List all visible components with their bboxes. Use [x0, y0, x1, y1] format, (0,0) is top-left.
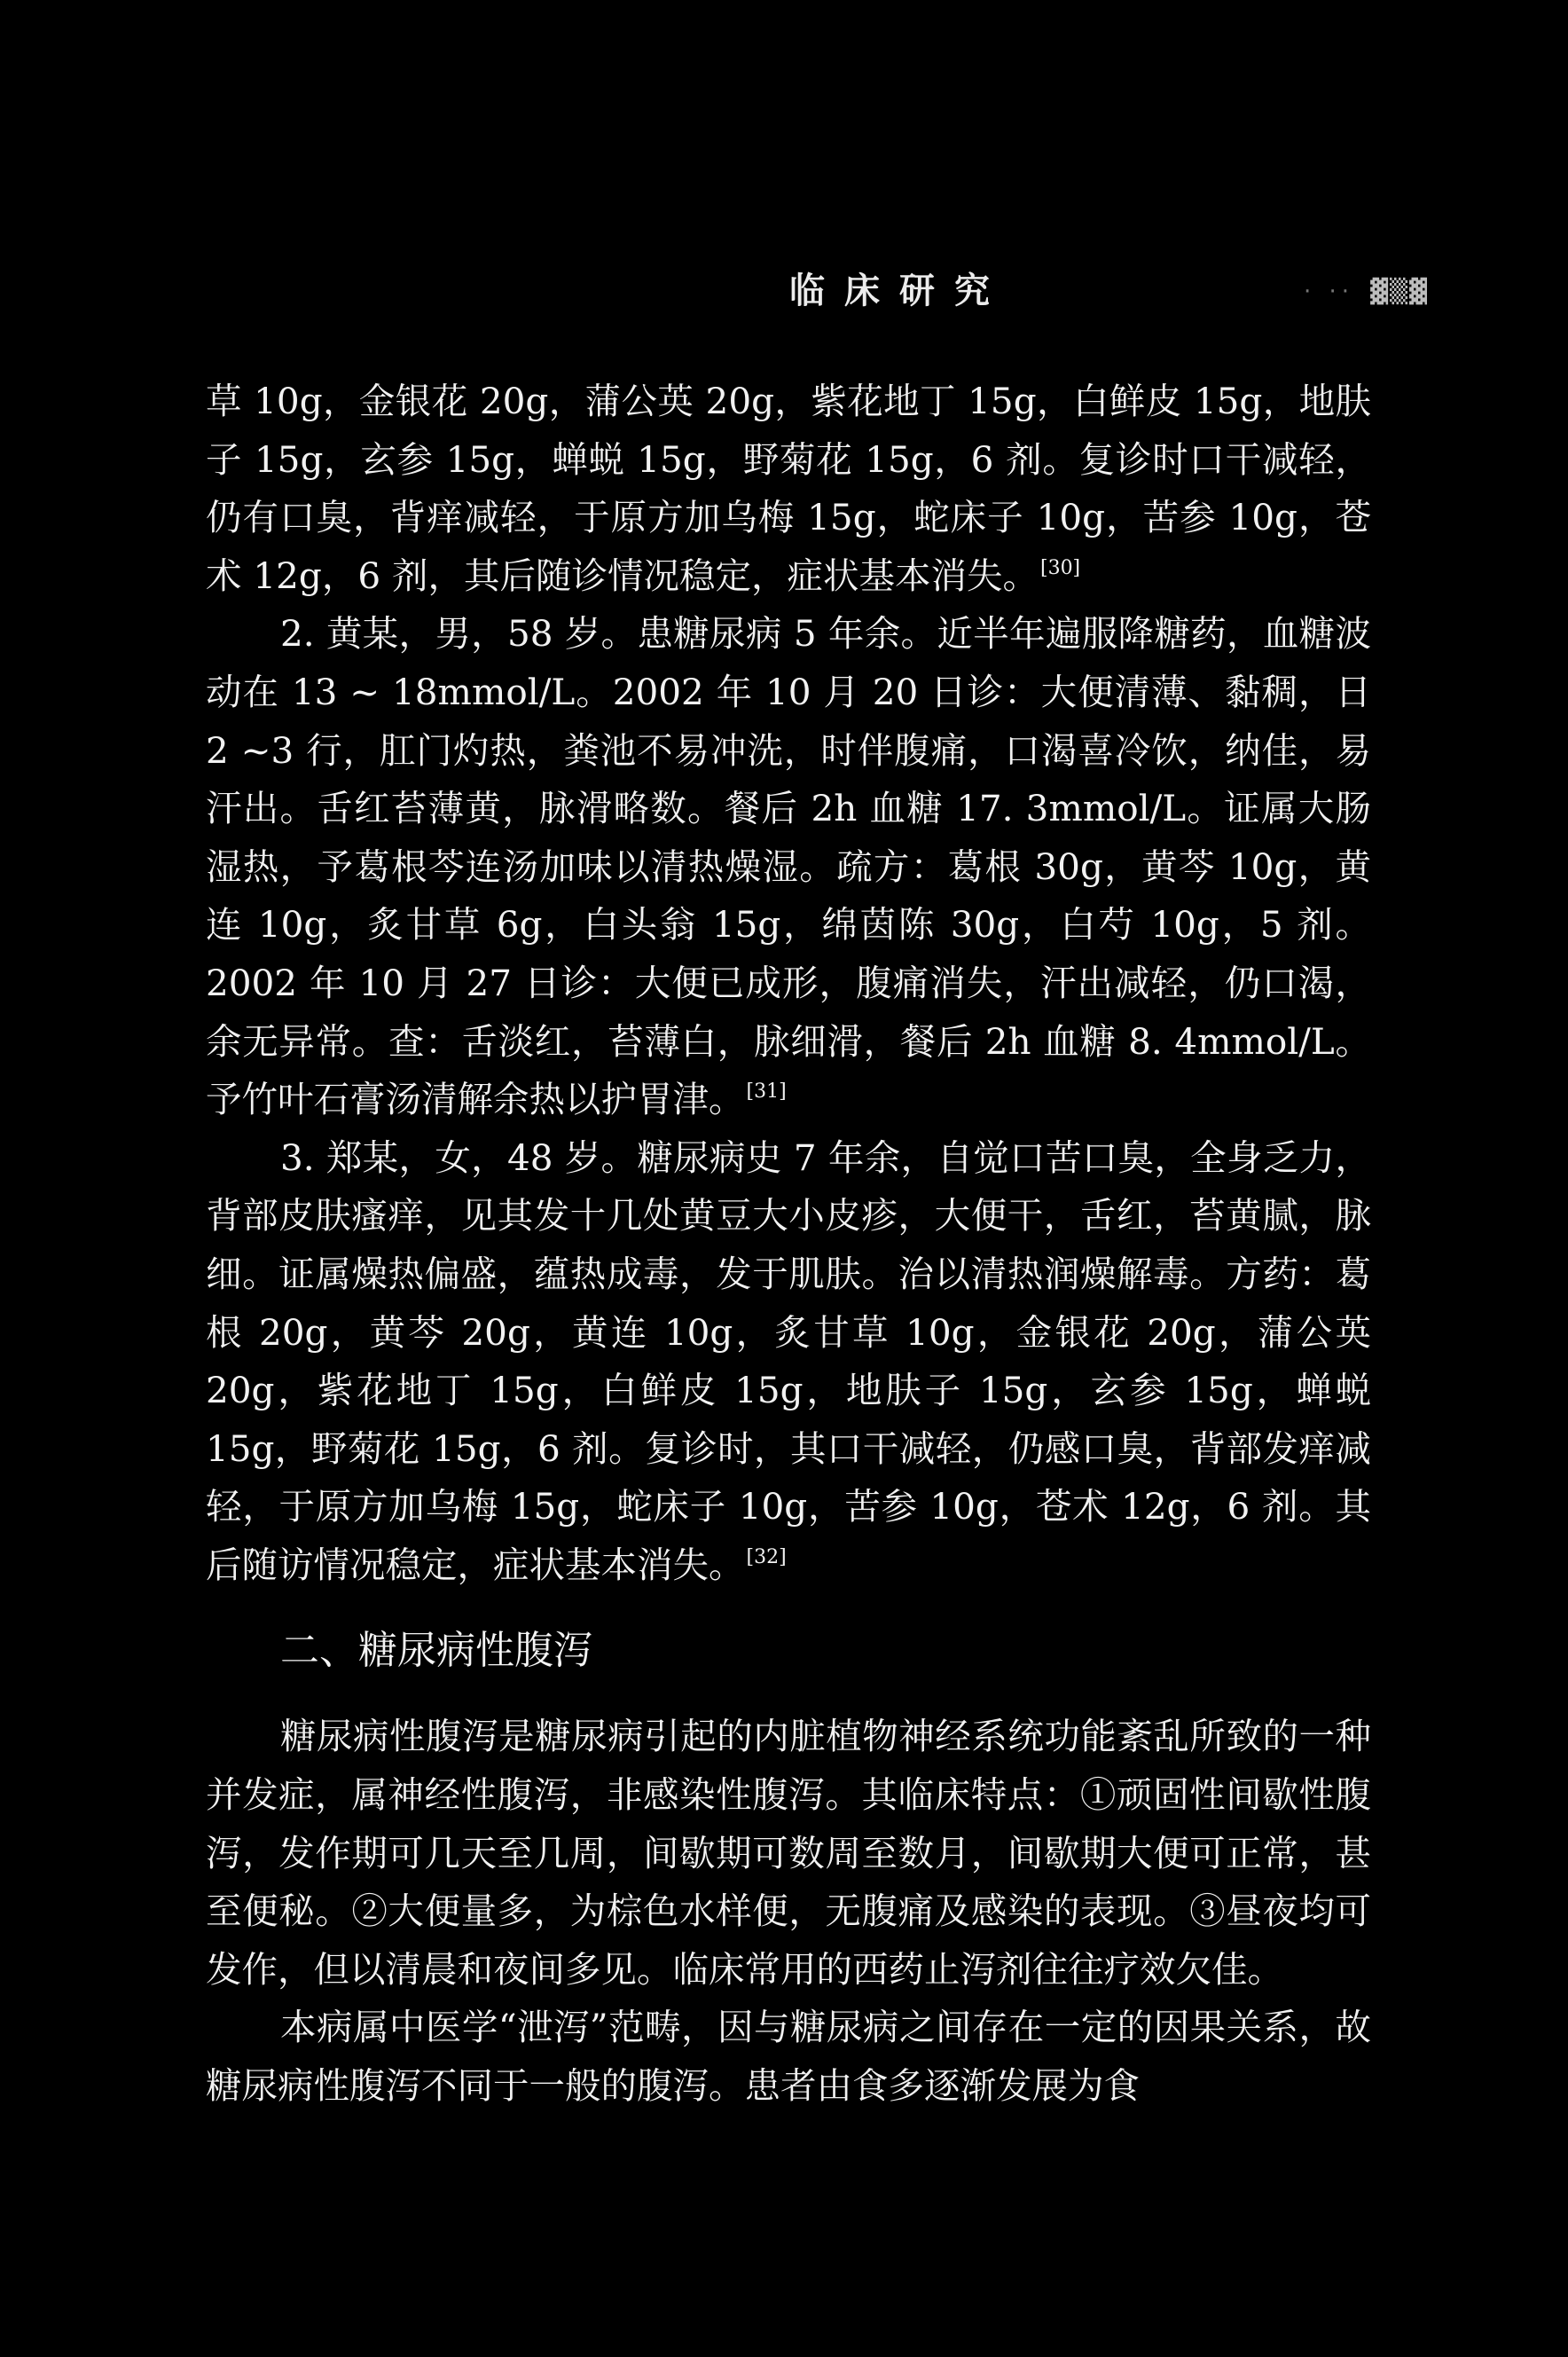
running-title: 临床研究 — [789, 271, 1009, 311]
page-mark — [1304, 279, 1429, 305]
paragraph-case-2 — [206, 605, 1371, 1128]
page-mark-glyphs: ▓▒▓ — [1370, 279, 1430, 305]
paragraph-text: 草 10g，金银花 20g，蒲公英 20g，紫花地丁 15g，白鲜皮 15g，地肤子 15g，玄参 15g，蝉蜕 15g，野菊花 15g，6 剂。复诊时口干减轻，仍有口臭，背痒减轻，于原方加乌梅 15g，蛇床子 10g，苦参 10g，苍术 12g，6 剂，其后随诊情况稳定，症状基本消失。 — [206, 380, 1371, 597]
paragraph-section-intro — [206, 1708, 1371, 1999]
running-header — [0, 263, 1568, 316]
section-heading: 二、糖尿病性腹泻 — [280, 1628, 592, 1674]
paragraph-text: 2. 黄某，男，58 岁。患糖尿病 5 年余。近半年遍服降糖药，血糖波动在 13 ~ 18mmol/L。2002 年 10 月 20 日诊：大便清薄、黏稠，日 2 ~3 行，肛门灼热，粪池不易冲洗，时伴腹痛，口渴喜冷饮，纳佳，易汗出。舌红苔薄黄，脉滑略数。餐后 2h 血糖 17. 3mmol/L。证属大肠湿热，予葛根芩连汤加味以清热燥湿。疏方：葛根 30g，黄芩 10g，黄连 10g，炙甘草 6g，白头翁 15g，绵茵陈 30g，白芍 10g，5 剂。2002 年 10 月 27 日诊：大便已成形，腹痛消失，汗出减轻，仍口渴，余无异常。查：舌淡红，苔薄白，脉细滑，餐后 2h 血糖 8. 4mmol/L。予竹叶石膏汤清解余热以护胃津。 — [206, 612, 1371, 1121]
page-mark-dots: · ·· — [1304, 279, 1355, 305]
paragraph-case-3 — [206, 1129, 1371, 1595]
paragraph-text: 糖尿病性腹泻是糖尿病引起的内脏植物神经系统功能紊乱所致的一种并发症，属神经性腹泻，非感染性腹泻。其临床特点：①顽固性间歇性腹泻，发作期可几天至几周，间歇期可数周至数月，间歇期大便可正常，甚至便秘。②大便量多，为棕色水样便，无腹痛及感染的表现。③昼夜均可发作，但以清晨和夜间多见。临床常用的西药止泻剂往往疗效欠佳。 — [206, 1715, 1371, 1991]
citation-ref: [32] — [746, 1545, 787, 1568]
page-body — [206, 373, 1371, 2116]
paragraph-case-1-continued — [206, 373, 1371, 605]
paragraph-text: 本病属中医学“泄泻”范畴，因与糖尿病之间存在一定的因果关系，故糖尿病性腹泻不同于一般的腹泻。患者由食多逐渐发展为食 — [206, 2006, 1371, 2108]
citation-ref: [30] — [1039, 556, 1081, 579]
paragraph-tcm-category — [206, 1999, 1371, 2115]
paragraph-text: 3. 郑某，女，48 岁。糖尿病史 7 年余，自觉口苦口臭，全身乏力，背部皮肤瘙痒，见其发十几处黄豆大小皮疹，大便干，舌红，苔黄腻，脉细。证属燥热偏盛，蕴热成毒，发于肌肤。治以清热润燥解毒。方药：葛根 20g，黄芩 20g，黄连 10g，炙甘草 10g，金银花 20g，蒲公英 20g，紫花地丁 15g，白鲜皮 15g，地肤子 15g，玄参 15g，蝉蜕 15g，野菊花 15g，6 剂。复诊时，其口干减轻，仍感口臭，背部发痒减轻，于原方加乌梅 15g，蛇床子 10g，苦参 10g，苍术 12g，6 剂。其后随访情况稳定，症状基本消失。 — [206, 1135, 1371, 1586]
citation-ref: [31] — [746, 1080, 787, 1104]
